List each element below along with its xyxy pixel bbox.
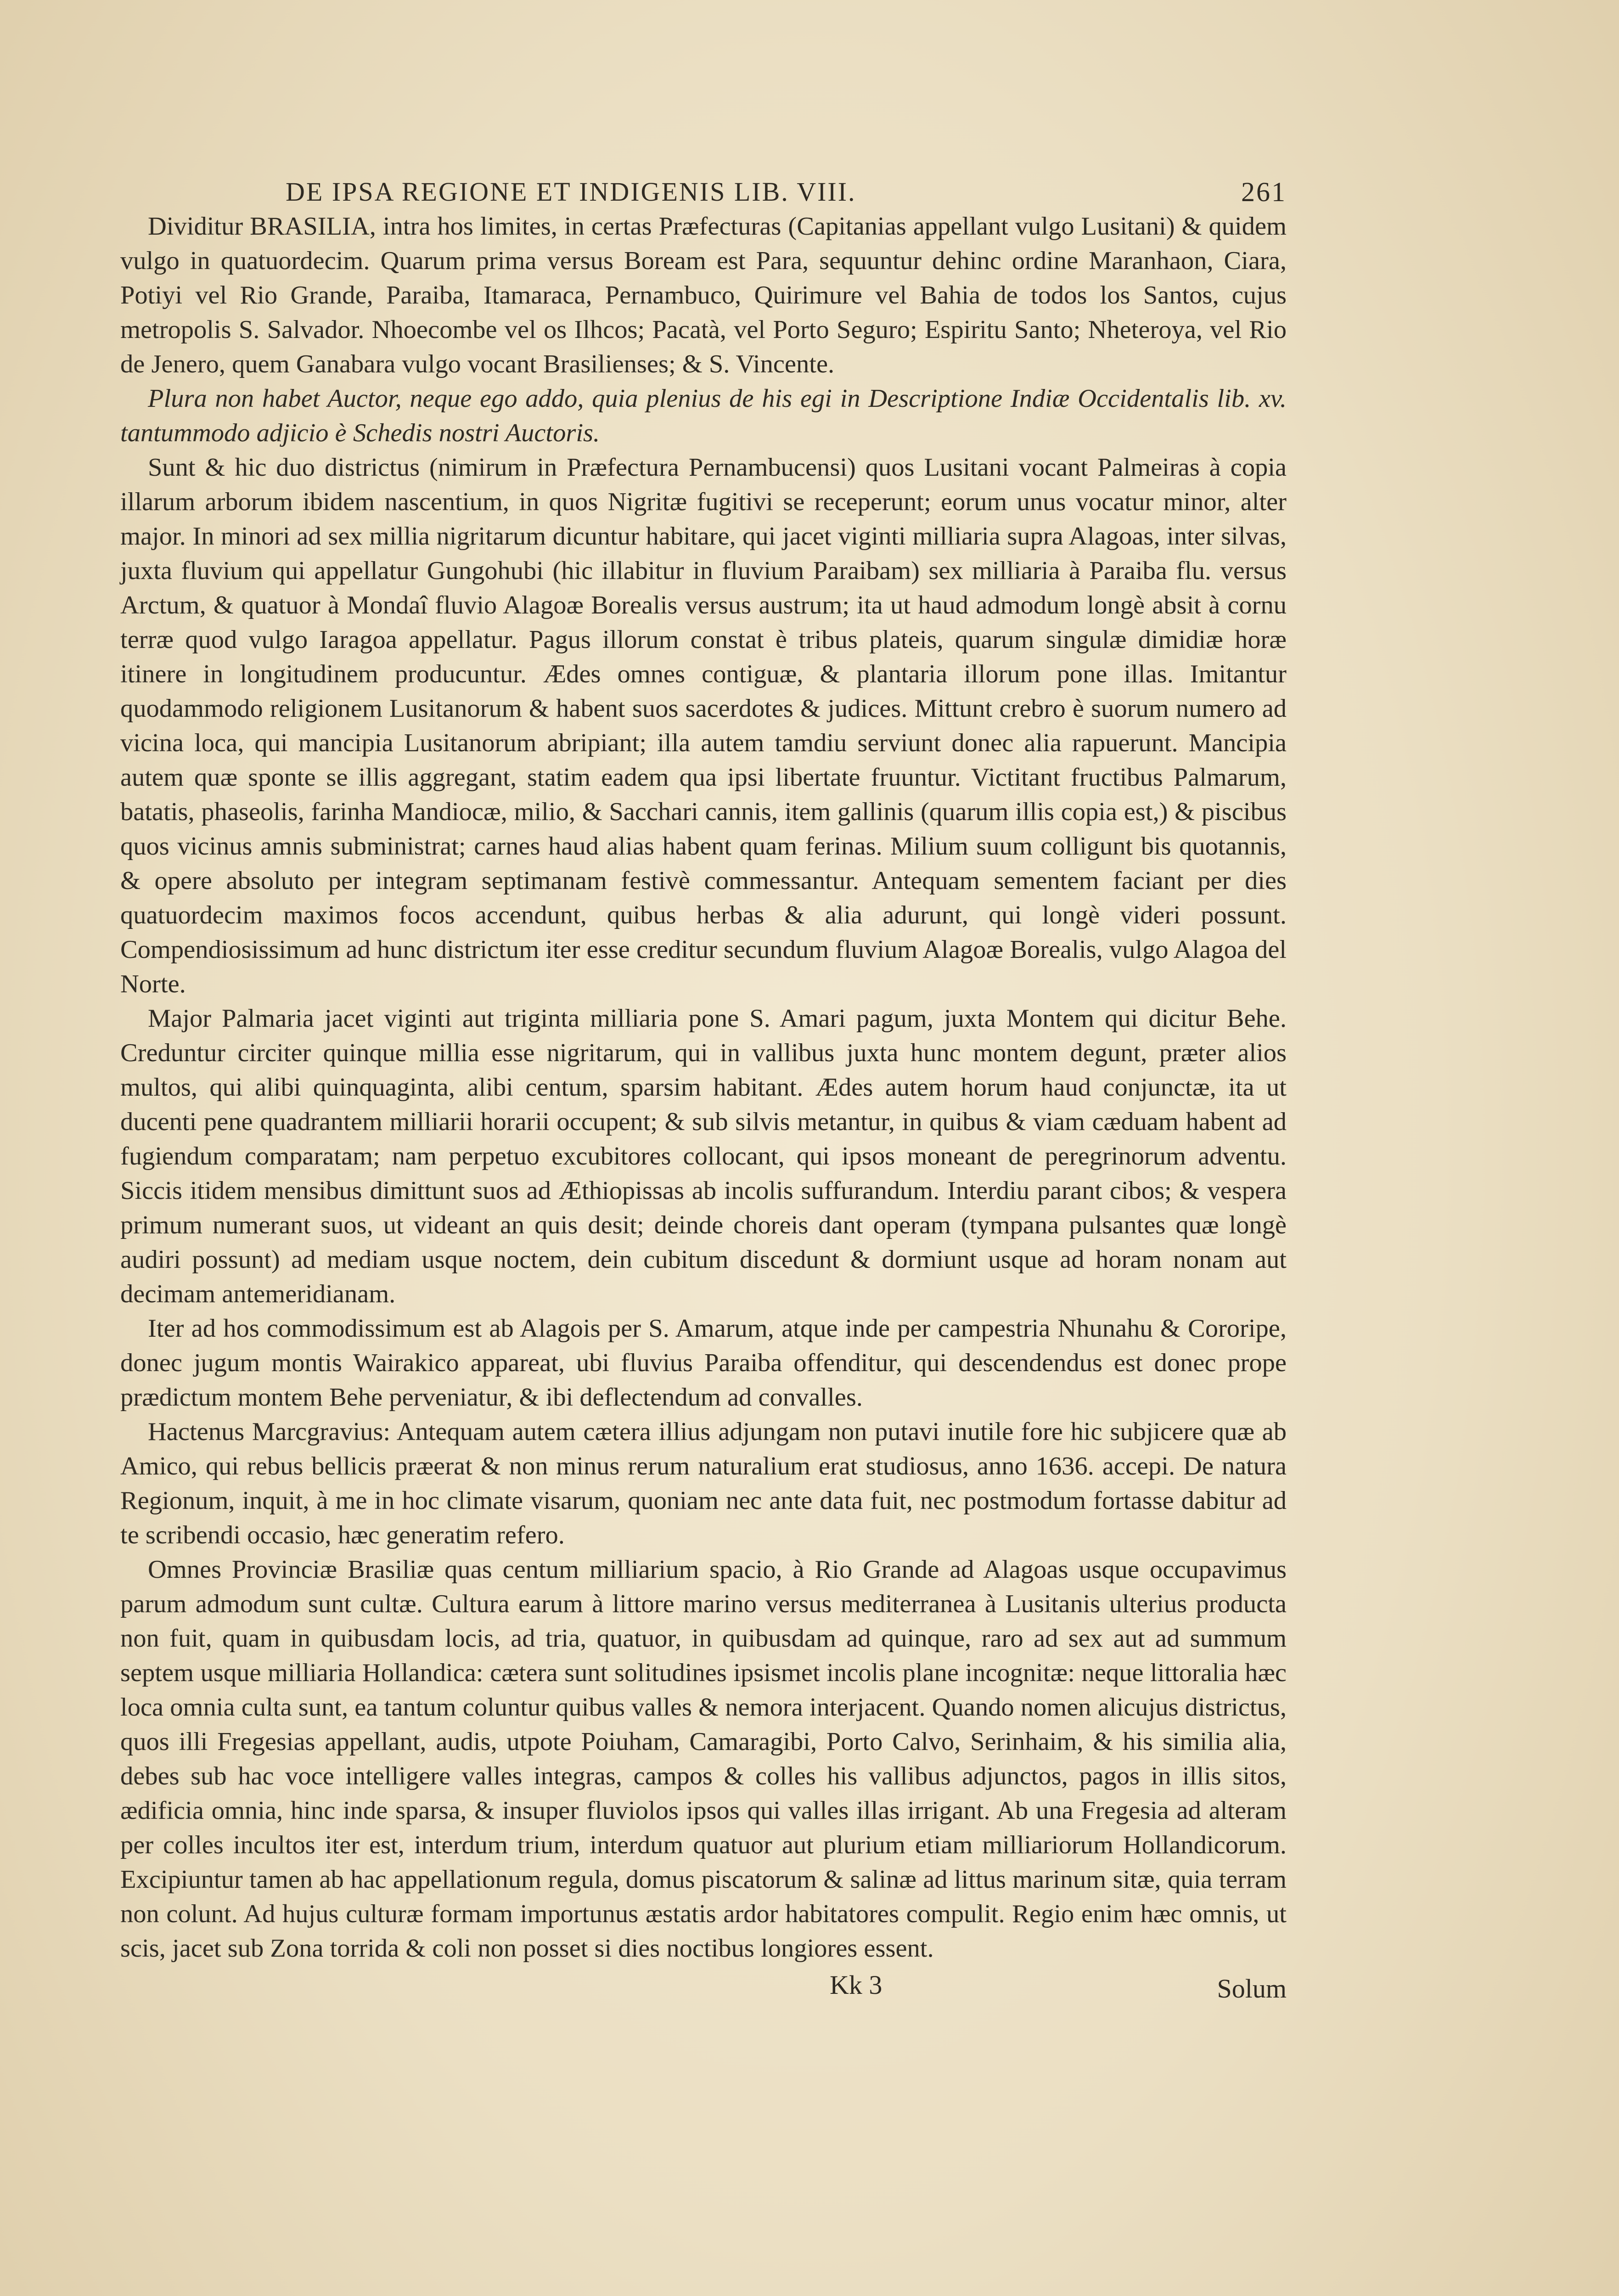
running-title: DE IPSA REGIONE ET INDIGENIS LIB. VIII. [286,177,856,207]
book-page [120,176,1287,2011]
paragraph: Hactenus Marcgravius: Antequam autem cætera illius adjungam non putavi inutile fore hic subjicere quæ ab Amico, qui rebus bellicis præerat & non minus rerum naturalium erat studiosus, anno 1636. accepi. De natura Regionum, inquit, à me in hoc climate visarum, quoniam nec ante data fuit, nec postmodum fortasse dabitur ad te scribendi occasio, hæc generatim refero. [120,1418,1287,1549]
body-text [120,209,1287,1966]
paragraph: Dividitur BRASILIA, intra hos limites, in certas Præfecturas (Capitanias appellant vulgo Lusitani) & quidem vulgo in quatuordecim. Quarum prima versus Boream est Para, sequuntur dehinc ordine Maranhaon, Ciara, Potiyi vel Rio Grande, Paraiba, Itamaraca, Pernambuco, Quirimure vel Bahia de todos los Santos, cujus metropolis S. Salvador. Nhoecombe vel os Ilhcos; Pacatà, vel Porto Seguro; Espiritu Santo; Nheteroya, vel Rio de Jenero, quem Ganabara vulgo vocant Brasilienses; & S. Vincente. [120,212,1287,378]
catchword: Solum [1217,1974,1287,2003]
page-header [120,176,1287,209]
page-number: 261 [1241,177,1287,207]
paragraph: Plura non habet Auctor, neque ego addo, quia plenius de his egi in Descriptione Indiæ Occidentalis lib. xv. tantummodo adjicio è Schedis nostri Auctoris. [120,384,1287,447]
signature-mark: Kk 3 [830,1970,883,2000]
paragraph: Omnes Provinciæ Brasiliæ quas centum milliarium spacio, à Rio Grande ad Alagoas usque occupavimus parum admodum sunt cultæ. Cultura earum à littore marino versus mediterranea à Lusitanis ulterius producta non fuit, quam in quibusdam locis, ad tria, quatuor, in quibusdam ad quinque, raro ad sex aut ad summum septem usque milliaria Hollandica: cætera sunt solitudines ipsismet incolis plane incognitæ: neque littoralia hæc loca omnia culta sunt, ea tantum coluntur quibus valles & nemora interjacent. Quando nomen alicujus districtus, quos illi Fregesias appellant, audis, utpote Poiuham, Camaragibi, Porto Calvo, Serinhaim, & his similia alia, debes sub hac voce intelligere valles integras, campos & colles his vallibus adjunctos, pagos in illis sitos, ædificia omnia, hinc inde sparsa, & insuper fluviolos ipsos qui valles illas irrigant. Ab una Fregesia ad alteram per colles incultos iter est, interdum trium, interdum quatuor aut plurium etiam milliariorum Hollandicorum. Excipiuntur tamen ab hac appellationum regula, domus piscatorum & salinæ ad littus marinum sitæ, quia terram non colunt. Ad hujus culturæ formam importunus æstatis ardor habitatores compulit. Regio enim hæc omnis, ut scis, jacet sub Zona torrida & coli non posset si dies noctibus longiores essent. [120,1555,1287,1963]
paragraph: Major Palmaria jacet viginti aut triginta milliaria pone S. Amari pagum, juxta Montem qui dicitur Behe. Creduntur circiter quinque millia esse nigritarum, qui in vallibus juxta hunc montem degunt, præter alios multos, qui alibi quinquaginta, alibi centum, sparsim habitant. Ædes autem horum haud conjunctæ, ita ut ducenti pene quadrantem milliarii horarii occupent; & sub silvis metantur, in quibus & viam cæduam habent ad fugiendum comparatam; nam perpetuo excubitores collocant, qui ipsos moneant de peregrinorum adventu. Siccis itidem mensibus dimittunt suos ad Æthiopissas ab incolis suffurandum. Interdiu parant cibos; & vespera primum numerant suos, ut videant an quis desit; deinde choreis dant operam (tympana pulsantes quæ longè audiri possunt) ad mediam usque noctem, dein cubitum discedunt & dormiunt usque ad horam nonam aut decimam antemeridianam. [120,1004,1287,1308]
paragraph: Sunt & hic duo districtus (nimirum in Præfectura Pernambucensi) quos Lusitani vocant Palmeiras à copia illarum arborum ibidem nascentium, in quos Nigritæ fugitivi se receperunt; eorum unus vocatur minor, alter major. In minori ad sex millia nigritarum dicuntur habitare, qui jacet viginti milliaria supra Alagoas, inter silvas, juxta fluvium qui appellatur Gungohubi (hic illabitur in fluvium Paraibam) sex milliaria à Paraiba flu. versus Arctum, & quatuor à Mondaî fluvio Alagoæ Borealis versus austrum; ita ut haud admodum longè absit à cornu terræ quod vulgo Iaragoa appellatur. Pagus illorum constat è tribus plateis, quarum singulæ dimidiæ horæ itinere in longitudinem producuntur. Ædes omnes contiguæ, & plantaria illorum pone illas. Imitantur quodammodo religionem Lusitanorum & habent suos sacerdotes & judices. Mittunt crebro è suorum numero ad vicina loca, qui mancipia Lusitanorum abripiant; illa autem tamdiu serviunt donec alia rapuerunt. Mancipia autem quæ sponte se illis aggregant, statim eadem qua ipsi libertate fruuntur. Victitant fructibus Palmarum, batatis, phaseolis, farinha Mandiocæ, milio, & Sacchari cannis, item gallinis (quarum illis copia est,) & piscibus quos vicinus amnis subministrat; carnes haud alias habent quam ferinas. Milium suum colligunt bis quotannis, & opere absoluto per integram septimanam festivè commessantur. Antequam sementem faciant per dies quatuordecim maximos focos accendunt, quibus herbas & alia adurunt, qui longè videri possunt. Compendiosissimum ad hunc districtum iter esse creditur secundum fluvium Alagoæ Borealis, vulgo Alagoa del Norte. [120,453,1287,998]
page-footer [120,1970,1287,2011]
paragraph: Iter ad hos commodissimum est ab Alagois per S. Amarum, atque inde per campestria Nhunahu & Cororipe, donec jugum montis Wairakico appareat, ubi fluvius Paraiba offenditur, qui descendendus est donec prope prædictum montem Behe perveniatur, & ibi deflectendum ad convalles. [120,1314,1287,1412]
